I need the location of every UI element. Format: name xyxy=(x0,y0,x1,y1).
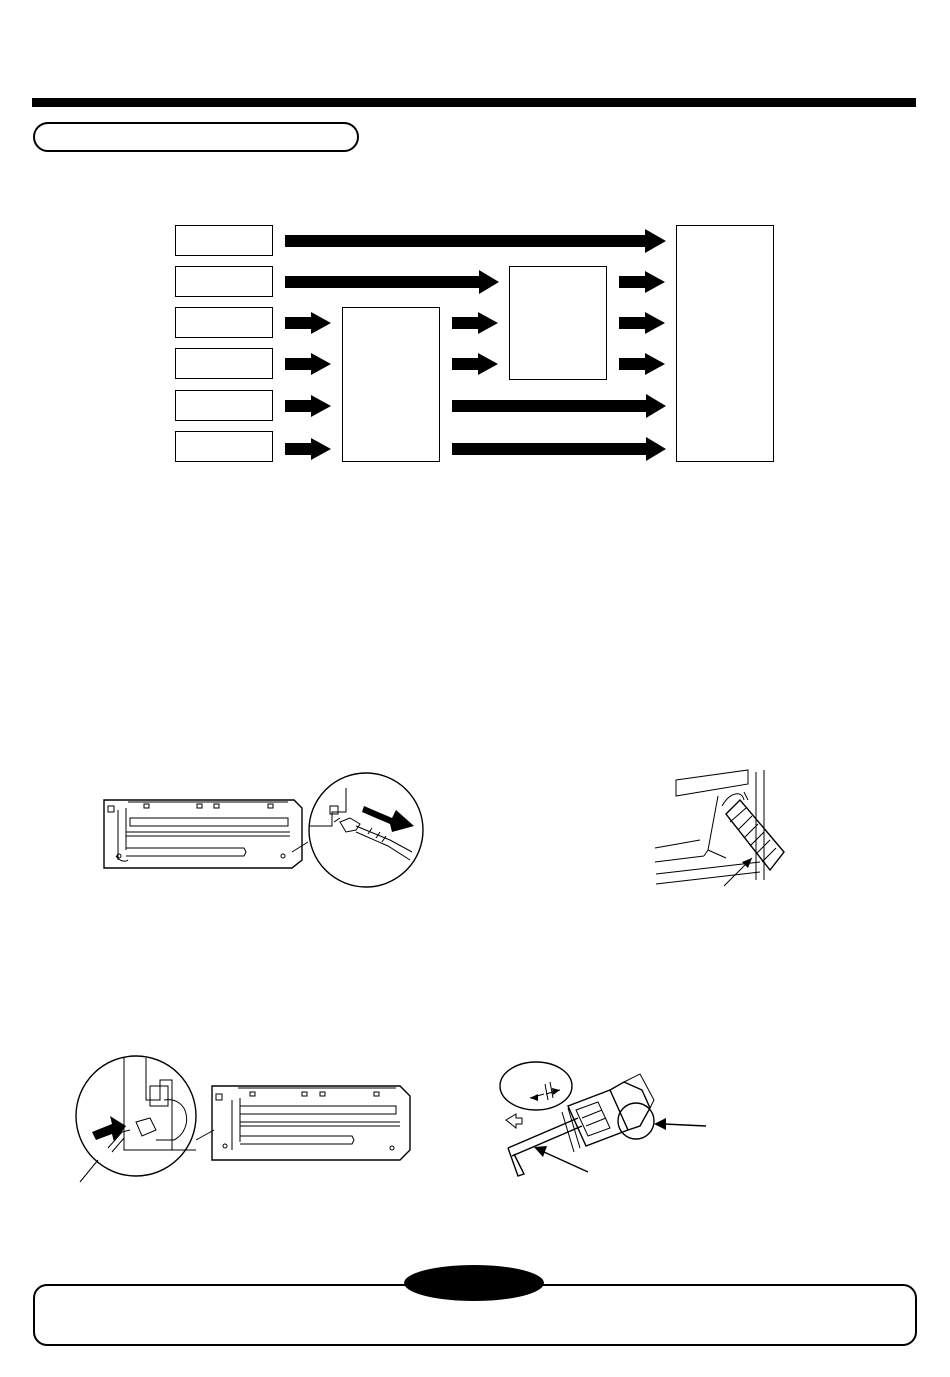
arrow-middle-to-right-middle-a xyxy=(452,312,498,334)
arrow-3-to-middle xyxy=(285,312,331,334)
arrow-middle-to-final-a xyxy=(452,394,666,418)
figure-4-caption xyxy=(500,1190,800,1206)
figure-3-caption xyxy=(80,1190,380,1206)
arrow-1-to-final xyxy=(285,229,666,253)
figure-1-caption xyxy=(104,900,404,916)
arrow-right-middle-to-final-c xyxy=(619,353,665,375)
arrow-right-middle-to-final-b xyxy=(619,312,665,334)
arrow-right-middle-to-final-a xyxy=(619,271,665,293)
arrow-4-to-middle xyxy=(285,353,331,375)
flow-arrows xyxy=(285,229,666,461)
figure-3-indoor-unit-connect xyxy=(76,1056,410,1182)
figure-1-indoor-unit-drain xyxy=(104,773,423,887)
note-badge xyxy=(404,1265,544,1301)
arrow-6-to-middle xyxy=(285,438,331,460)
figure-4-flare-detail xyxy=(500,1062,706,1176)
figure-2-wall-pipe-wrap xyxy=(655,770,784,886)
arrow-middle-to-right-middle-b xyxy=(452,353,498,375)
arrow-middle-to-final-b xyxy=(452,437,666,461)
arrow-2-to-right-middle xyxy=(285,270,499,294)
figure-2-caption xyxy=(650,900,850,916)
arrow-5-to-middle xyxy=(285,395,331,417)
